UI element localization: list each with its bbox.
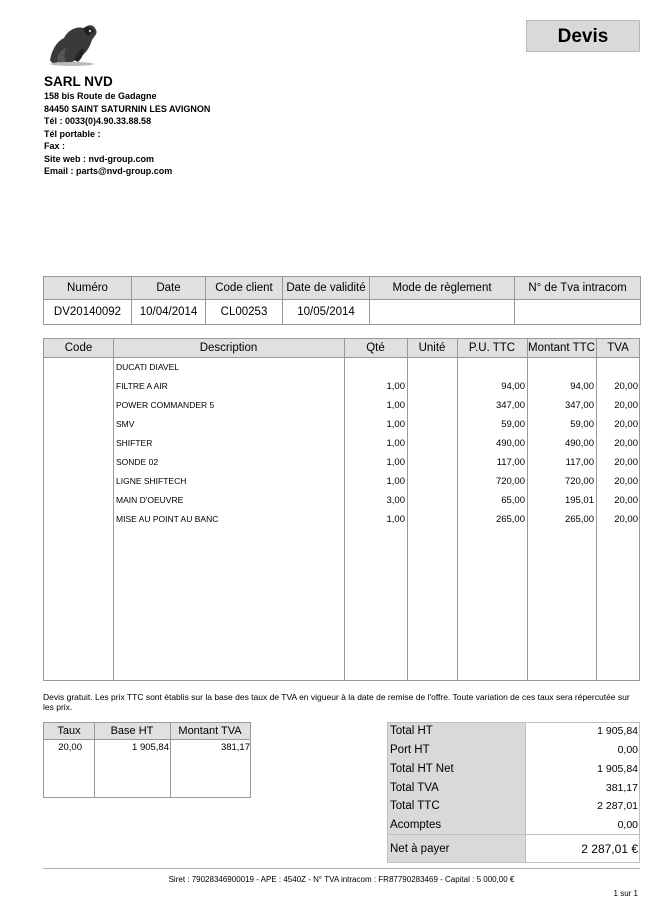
item-unit-price: 94,00 bbox=[501, 381, 525, 392]
item-unit-price: 117,00 bbox=[496, 457, 525, 468]
net-to-pay-value: 2 287,01 € bbox=[581, 842, 638, 856]
item-description: DUCATI DIAVEL bbox=[116, 362, 179, 372]
total-ht-net-value: 1 905,84 bbox=[597, 763, 638, 775]
item-qty: 3,00 bbox=[386, 495, 405, 506]
items-header-amount: Montant TTC bbox=[528, 342, 595, 354]
table-row bbox=[44, 453, 639, 472]
item-unit-price: 265,00 bbox=[495, 514, 525, 525]
items-header-unit-price: P.U. TTC bbox=[468, 342, 516, 354]
item-qty: 1,00 bbox=[386, 457, 405, 468]
item-tva: 20,00 bbox=[614, 419, 638, 430]
info-header-date: Date bbox=[132, 277, 206, 300]
total-ht-net-label: Total HT Net bbox=[390, 763, 454, 775]
info-value-date: 10/04/2014 bbox=[132, 300, 206, 325]
company-website: Site web : nvd-group.com bbox=[44, 153, 155, 164]
item-amount: 265,00 bbox=[564, 514, 594, 525]
item-qty: 1,00 bbox=[386, 438, 405, 449]
item-qty: 1,00 bbox=[386, 419, 405, 430]
company-block bbox=[44, 73, 210, 178]
item-qty: 1,00 bbox=[386, 381, 405, 392]
item-amount: 720,00 bbox=[564, 476, 594, 487]
vat-header-amount: Montant TVA bbox=[178, 725, 242, 737]
info-value-row bbox=[44, 300, 641, 325]
terms-note: Devis gratuit. Les prix TTC sont établis sur la base des taux de TVA en vigueur à la date de remise de l'offre. Toute variation de ces taux sera répercutée sur les prix. bbox=[43, 692, 630, 712]
info-header-row bbox=[44, 277, 641, 300]
item-description: MISE AU POINT AU BANC bbox=[116, 514, 219, 524]
document-title: Devis bbox=[526, 20, 640, 52]
item-tva: 20,00 bbox=[614, 400, 638, 411]
company-address2: 84450 SAINT SATURNIN LES AVIGNON bbox=[44, 103, 211, 114]
total-ht-value: 1 905,84 bbox=[597, 725, 638, 737]
item-qty: 1,00 bbox=[386, 514, 405, 525]
info-header-vat-number: N° de Tva intracom bbox=[515, 277, 641, 300]
item-unit-price: 720,00 bbox=[495, 476, 525, 487]
item-unit-price: 65,00 bbox=[501, 495, 525, 506]
table-row bbox=[44, 491, 639, 510]
vat-summary-table bbox=[43, 722, 251, 798]
info-value-client-code: CL00253 bbox=[206, 300, 283, 325]
vat-header-base: Base HT bbox=[110, 725, 154, 737]
footer-divider bbox=[43, 868, 640, 869]
item-description: SONDE 02 bbox=[116, 457, 159, 467]
info-value-vat-number bbox=[515, 300, 641, 325]
page-number: 1 sur 1 bbox=[613, 889, 638, 898]
item-tva: 20,00 bbox=[614, 381, 638, 392]
totals-row bbox=[387, 741, 640, 760]
items-table bbox=[43, 338, 640, 681]
item-description: LIGNE SHIFTECH bbox=[116, 476, 187, 486]
total-ttc-value: 2 287,01 bbox=[597, 800, 638, 812]
shipping-ht-value: 0,00 bbox=[617, 744, 638, 756]
company-mobile: Tél portable : bbox=[44, 128, 101, 139]
table-row bbox=[44, 377, 639, 396]
items-header-qty: Qté bbox=[366, 342, 385, 354]
item-description: SHIFTER bbox=[116, 438, 153, 448]
company-logo bbox=[44, 20, 100, 66]
deposits-value: 0,00 bbox=[617, 819, 638, 831]
total-ttc-label: Total TTC bbox=[390, 800, 440, 812]
table-row bbox=[44, 396, 639, 415]
items-header-tva: TVA bbox=[607, 342, 629, 354]
item-description: POWER COMMANDER 5 bbox=[116, 400, 215, 410]
legal-footer: Siret : 79028346900019 - APE : 4540Z - N° TVA intracom : FR87790283469 - Capital : 5 000,00 € bbox=[168, 875, 515, 884]
vat-header-rate: Taux bbox=[57, 725, 81, 737]
items-body bbox=[44, 358, 639, 529]
item-unit-price: 490,00 bbox=[495, 438, 525, 449]
vat-rate: 20,00 bbox=[58, 742, 82, 753]
item-description: FILTRE A AIR bbox=[116, 381, 168, 391]
table-row bbox=[44, 434, 639, 453]
items-header-unit: Unité bbox=[418, 342, 446, 354]
item-qty: 1,00 bbox=[386, 476, 405, 487]
item-unit-price: 347,00 bbox=[495, 400, 525, 411]
item-tva: 20,00 bbox=[614, 438, 638, 449]
net-to-pay-row bbox=[387, 840, 640, 859]
vat-amount: 381,17 bbox=[220, 742, 250, 753]
company-fax: Fax : bbox=[44, 141, 66, 151]
items-header-row bbox=[44, 339, 639, 358]
items-header-code: Code bbox=[64, 342, 93, 354]
total-tva-value: 381,17 bbox=[605, 782, 638, 794]
vat-base: 1 905,84 bbox=[132, 742, 169, 753]
quote-info-table bbox=[43, 276, 641, 325]
item-unit-price: 59,00 bbox=[501, 419, 525, 430]
info-header-validity: Date de validité bbox=[283, 277, 370, 300]
item-tva: 20,00 bbox=[614, 476, 638, 487]
info-value-payment-mode bbox=[370, 300, 515, 325]
totals-row bbox=[387, 797, 640, 816]
totals-row bbox=[387, 760, 640, 779]
totals-box bbox=[387, 722, 640, 863]
totals-row bbox=[387, 722, 640, 741]
table-row bbox=[44, 472, 639, 491]
deposits-label: Acomptes bbox=[390, 819, 442, 831]
item-tva: 20,00 bbox=[614, 495, 638, 506]
item-tva: 20,00 bbox=[614, 457, 638, 468]
company-email: Email : parts@nvd-group.com bbox=[44, 166, 173, 176]
total-tva-label: Total TVA bbox=[390, 782, 439, 794]
item-description: SMV bbox=[116, 419, 135, 429]
total-ht-label: Total HT bbox=[390, 725, 433, 737]
item-amount: 117,00 bbox=[565, 457, 594, 468]
item-amount: 94,00 bbox=[570, 381, 594, 392]
column-divider bbox=[170, 723, 171, 797]
net-to-pay-label: Net à payer bbox=[390, 843, 450, 855]
info-value-validity: 10/05/2014 bbox=[283, 300, 370, 325]
item-amount: 347,00 bbox=[564, 400, 594, 411]
totals-row bbox=[387, 779, 640, 798]
info-value-numero: DV20140092 bbox=[44, 300, 132, 325]
vat-header-row bbox=[44, 723, 250, 740]
item-amount: 195,01 bbox=[564, 495, 594, 506]
item-amount: 490,00 bbox=[564, 438, 594, 449]
table-row bbox=[44, 358, 639, 377]
item-amount: 59,00 bbox=[570, 419, 594, 430]
totals-row bbox=[387, 816, 640, 835]
company-address1: 158 bis Route de Gadagne bbox=[44, 91, 157, 101]
table-row bbox=[44, 510, 639, 529]
net-divider bbox=[387, 834, 640, 835]
info-header-numero: Numéro bbox=[44, 277, 132, 300]
item-qty: 1,00 bbox=[386, 400, 405, 411]
column-divider bbox=[94, 723, 95, 797]
table-row bbox=[44, 415, 639, 434]
company-name: SARL NVD bbox=[44, 74, 113, 89]
info-header-payment-mode: Mode de règlement bbox=[370, 277, 515, 300]
item-description: MAIN D'OEUVRE bbox=[116, 495, 184, 505]
shipping-ht-label: Port HT bbox=[390, 744, 430, 756]
item-tva: 20,00 bbox=[614, 514, 638, 525]
company-tel: Tél : 0033(0)4.90.33.88.58 bbox=[44, 116, 152, 126]
items-header-description: Description bbox=[199, 342, 258, 354]
info-header-client-code: Code client bbox=[206, 277, 283, 300]
